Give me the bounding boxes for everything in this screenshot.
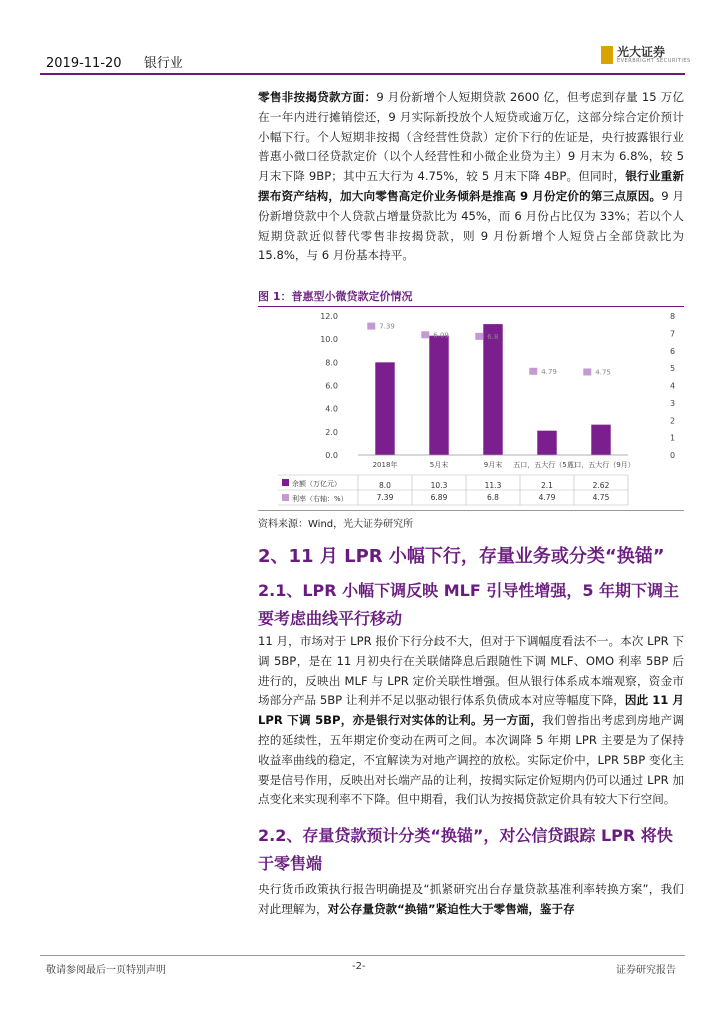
paragraph-lead: 零售非按揭贷款方面： [258,90,377,104]
loan-pricing-chart [258,308,684,508]
rate-marker [475,333,483,340]
report-sector: 银行业 [143,56,183,71]
paragraph-stock-loans [258,880,684,920]
chart-bar [483,324,502,455]
section-2-heading: 2、11 月 LPR 小幅下行，存量业务或分类“换锚” [258,546,665,567]
rate-marker [421,331,429,338]
y-tick-label-right: 2 [670,416,676,426]
y-tick-label-left: 8.0 [325,358,338,368]
x-category-label: 5月末 [429,461,449,469]
y-tick-label-right: 1 [670,433,676,443]
report-date: 2019-11-20 [46,56,122,71]
paragraph-lpr [258,632,684,810]
footer-page-number: -2- [352,961,366,972]
logo-subtext: EVERBRIGHT SECURITIES [617,58,691,64]
y-tick-label-right: 4 [670,381,676,391]
paragraph-text: 9 月份新增贷款中个人贷款占增量贷款比为 45%，而 6 月份占比仅为 33%；若以个人短期贷款近似替代零售非按揭贷款，则 9 月份新增个人短贷占全部贷款比为 15.8%，与 6 月份基本持平。 [258,188,684,263]
y-tick-label-right: 8 [670,312,676,321]
figure-source: 资料来源：Wind，光大证券研究所 [258,519,414,530]
y-tick-label-left: 6.0 [325,381,338,391]
paragraph-bold: 对公存量贷款“换锚”紧迫性大于零售端，鉴于存 [327,901,575,916]
legend-swatch-rate [282,494,289,501]
company-logo [601,46,691,64]
y-tick-label-left: 0.0 [325,451,338,460]
chart-bar [537,431,556,455]
y-tick-label-right: 5 [670,364,676,374]
report-header [46,52,183,71]
logo-icon [601,46,613,64]
legend-label-rate: 利率（右轴：%） [292,495,348,503]
table-value-rate: 4.79 [538,493,556,502]
rate-point-label: 6.8 [487,332,499,341]
footer-disclaimer: 敬请参阅最后一页特别声明 [46,965,166,976]
figure-title: 图 1：普惠型小微贷款定价情况 [258,290,413,303]
paragraph-text: 11 月，市场对于 LPR 报价下行分歧不大，但对于下调幅度看法不一。本次 LPR 下调 5BP，是在 11 月初央行在关联储降息后跟随性下调 MLF、OMO 利率 5BP 后进行的，反映出 MLF 与 LPR 定价关联性增强。但从银行体系成本端观察，资金市场部分产品 5BP 让利并不足以驱动银行体系负债成本对应等幅度下降， [258,634,684,708]
table-value-rate: 6.89 [430,493,448,502]
table-value-rate: 7.39 [376,493,394,502]
chart-bar [591,425,610,455]
chart-bar [375,362,394,455]
y-tick-label-right: 7 [670,329,676,339]
figure-rule [258,306,684,307]
rate-point-label: 4.79 [541,367,557,376]
rate-marker [367,323,375,330]
rate-marker [583,368,591,375]
rate-point-label: 7.39 [379,322,395,331]
header-rule [40,73,685,75]
paragraph-text: 我们曾指出考虑到房地产调控的延续性，五年期定价变动在两可之间。本次调降 5 年期 LPR 主要是为了保持收益率曲线的稳定，不宜解读为对地产调控的放松。实际定价中，LPR 5BP 变化主要是信号作用，反映出对长端产品的让利，按揭实际定价短期内仍可以通过 LPR 加点变化来实现利率不下降。但中期看，我们认为按揭贷款定价具有较大下行空间。 [258,713,684,807]
y-tick-label-left: 2.0 [325,427,338,437]
section-2-2-heading: 2.2、存量贷款预计分类“换锚”，对公信贷跟踪 LPR 将快于零售端 [258,826,673,873]
table-value-balance: 2.62 [592,481,610,490]
paragraph-bold: 因此 11 月 LPR 下调 5BP，亦是银行对实体的让利。另一方面， [258,693,684,728]
table-value-balance: 11.3 [484,481,502,490]
rate-point-label: 6.09 [433,331,449,340]
x-category-label: 五口，五大行（5月） [513,461,581,469]
paragraph-bold: 银行业重新摆布资产结构，加大向零售高定价业务倾斜是推高 9 月份定价的第三点原因。 [258,169,684,203]
rate-marker [529,368,537,375]
legend-swatch-balance [282,479,289,486]
y-tick-label-left: 12.0 [320,312,338,321]
y-tick-label-right: 6 [670,346,676,356]
logo-text: 光大证券 [617,45,666,59]
x-category-label: 2018年 [372,461,398,469]
section-2-1-heading: 2.1、LPR 小幅下调反映 MLF 引导性增强，5 年期下调主要考虑曲线平行移动 [258,581,680,628]
chart-bar [429,336,448,455]
table-value-balance: 2.1 [541,481,553,490]
y-tick-label-right: 0 [670,451,676,460]
paragraph-retail-loans [258,88,684,266]
y-tick-label-left: 10.0 [320,335,338,345]
paragraph-text: 央行货币政策执行报告明确提及“抓紧研究出台存量贷款基准利率转换方案”，我们对此理解为， [258,882,684,916]
table-value-rate: 6.8 [487,493,499,502]
rate-point-label: 4.75 [595,368,611,377]
y-tick-label-right: 3 [670,398,676,408]
x-category-label: 五口，五大行（9月） [567,461,635,469]
y-tick-label-left: 4.0 [325,404,338,414]
legend-label-balance: 余额（万亿元） [292,480,341,488]
x-category-label: 9月末 [483,461,503,469]
table-value-rate: 4.75 [592,493,610,502]
paragraph-text: 9 月份新增个人短期贷款 2600 亿，但考虑到存量 15 万亿在一年内进行摊销偿还，9 月实际新投放个人短贷或逾万亿，这部分综合定价预计小幅下行。个人短期非按揭（含经营性贷款）定价下行的佐证是，央行披露银行业普惠小微口径贷款定价（以个人经营性和小微企业贷为主）9 月末为 6.8%，较 5 月末下降 9BP；其中五大行为 4.75%，较 5 月末下降 4BP。但同时， [258,90,684,184]
table-value-balance: 8.0 [379,481,391,490]
footer-report-type: 证券研究报告 [616,965,676,976]
figure-bottom-rule [258,510,684,511]
table-value-balance: 10.3 [430,481,448,490]
footer-rule [40,955,685,956]
